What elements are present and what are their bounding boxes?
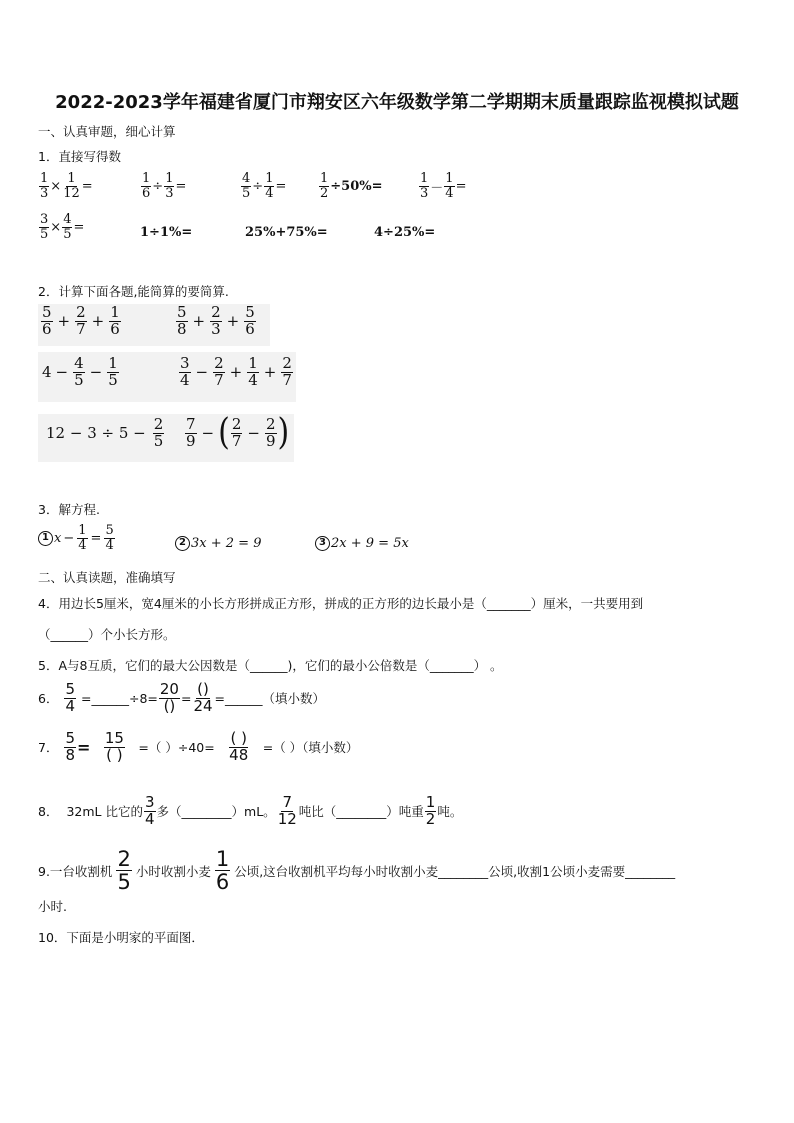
section-heading-1: 一、认真审题，细心计算 [38,124,176,139]
q2-expr-6: $\frac{7}{9}$ − ( $\frac{2}{7}$ − $\frac{2}{9}$ ) [186,411,290,454]
q1-item-1: $\frac{1}{3}$ × $\frac{1}{12}$ = [40,171,93,201]
q2-expr-3: 4 − $\frac{4}{5}$ − $\frac{1}{5}$ [42,354,118,389]
question-9-line-1: 9.一台收割机 $\frac{2}{5}$ 小时收割小麦 $\frac{1}{6}$ 公顷,这台收割机平均每小时收割小麦________公顷,收割1公顷小麦需要________ [38,847,676,895]
q1-item-4: $\frac{1}{2}$ ÷50%= [320,171,383,201]
question-8: 8． 32mL 比它的 $\frac{3}{4}$ 多（________）mL。 $\frac{7}{12}$ 吨比（________）吨重 $\frac{1}{2}$ 吨。 [38,793,463,828]
question-4-line-2: （______）个小长方形。 [38,627,176,642]
circled-number: 1 [38,531,53,546]
fraction: $\frac{1}{3}$ [165,171,174,201]
question-1-label: 1．直接写得数 [38,149,121,164]
question-4-line-1: 4．用边长5厘米，宽4厘米的小长方形拼成正方形，拼成的正方形的边长最小是（_______）厘米，一共要用到 [38,596,644,611]
question-9-line-2: 小时. [38,899,67,914]
question-3-label: 3．解方程. [38,502,100,517]
q1-item-6: $\frac{3}{5}$ × $\frac{4}{5}$ = [40,212,85,242]
question-2-label: 2．计算下面各题,能简算的要简算. [38,284,229,299]
q1-item-8: 25%+75%= [245,225,328,240]
q1-item-9: 4÷25%= [374,225,436,240]
fraction: $\frac{4}{5}$ [63,212,72,242]
q2-expr-2: $\frac{5}{8}$ + $\frac{2}{3}$ + $\frac{5}{6}$ [177,303,255,338]
question-6: 6． $\frac{5}{4}$ =______÷8= $\frac{20}{()}$ = $\frac{()}{24}$ =______（填小数） [38,680,326,715]
fraction: $\frac{1}{2}$ [320,171,329,201]
q1-item-3: $\frac{4}{5}$ ÷ $\frac{1}{4}$ = [242,171,287,201]
circled-number: 2 [175,536,190,551]
circled-number: 3 [315,536,330,551]
q3-equation-3: 3 2x + 9 = 5x [315,536,409,551]
q2-expr-5: 12 − 3 ÷ 5 − $\frac{2}{5}$ [46,415,164,450]
q2-expr-4: $\frac{3}{4}$ − $\frac{2}{7}$ + $\frac{1}{4}$ + $\frac{2}{7}$ [180,354,292,389]
q1-item-2: $\frac{1}{6}$ ÷ $\frac{1}{3}$ = [142,171,187,201]
question-5: 5．A与8互质，它们的最大公因数是（______)，它们的最小公倍数是（_______） 。 [38,658,503,673]
fraction: $\frac{1}{4}$ [265,171,274,201]
q2-expr-1: $\frac{5}{6}$ + $\frac{2}{7}$ + $\frac{1}{6}$ [42,303,120,338]
section-heading-2: 二、认真读题，准确填写 [38,570,176,585]
q3-equation-1: 1 x − $\frac{1}{4}$ = $\frac{5}{4}$ [38,524,116,552]
fraction: $\frac{1}{3}$ [40,171,49,201]
fraction: $\frac{3}{5}$ [40,212,49,242]
fraction: $\frac{1}{4}$ [445,171,454,201]
question-10: 10．下面是小明家的平面图． [38,930,204,945]
q1-item-7: 1÷1%= [140,225,193,240]
fraction: $\frac{1}{12}$ [63,171,80,201]
page-title: 2022-2023学年福建省厦门市翔安区六年级数学第二学期期末质量跟踪监视模拟试题 [55,92,739,113]
fraction: $\frac{4}{5}$ [242,171,251,201]
q1-item-5: $\frac{1}{3}$ － $\frac{1}{4}$ = [420,171,467,201]
question-7: 7． $\frac{5}{8}$ = $\frac{15}{( )}$ =（ ）÷40= $\frac{( )}{48}$ =（ ）（填小数） [38,729,359,764]
q3-equation-2: 2 3x + 2 = 9 [175,536,261,551]
fraction: $\frac{1}{6}$ [142,171,151,201]
fraction: $\frac{1}{3}$ [420,171,429,201]
